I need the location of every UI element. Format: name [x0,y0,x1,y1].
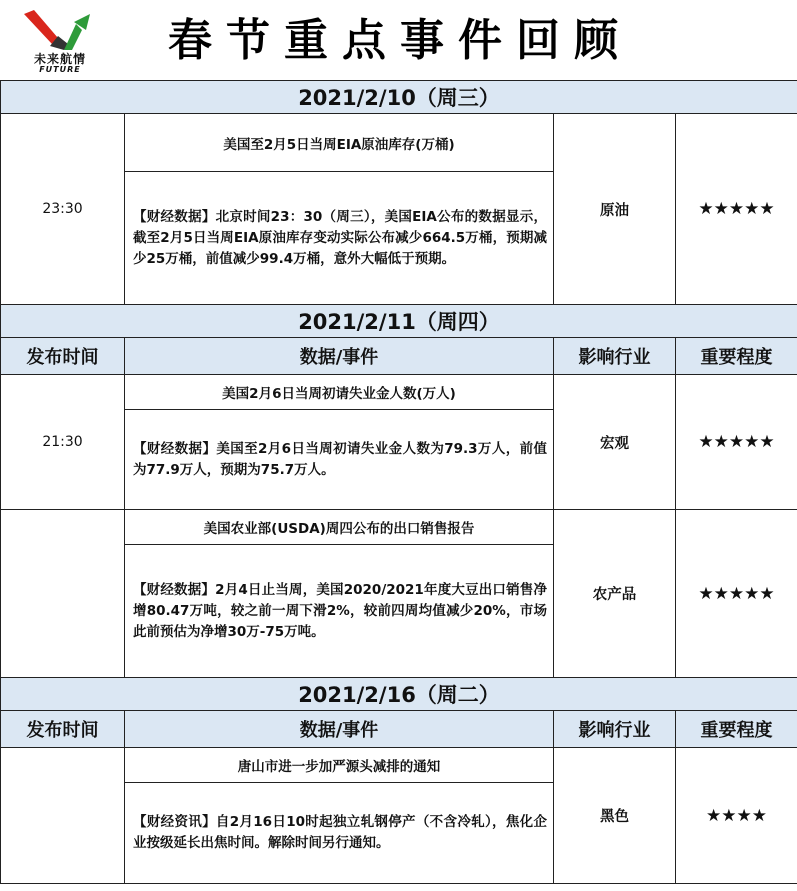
event-description: 【财经资讯】自2月16日10时起独立轧钢停产（不含冷轧），焦化企业按级延长出焦时间。解除时间另行通知。 [125,783,554,884]
event-industry: 农产品 [554,510,676,678]
logo-en-text: FUTURE [39,65,81,74]
page-title: 春节重点事件回顾 [168,15,632,66]
column-header-row [1,711,797,748]
column-header-time: 发布时间 [1,711,125,748]
event-description: 【财经数据】2月4日止当周，美国2020/2021年度大豆出口销售净增80.47万吨，较之前一周下滑2%，较前四周均值减少20%，市场此前预估为净增30万-75万吨。 [125,545,554,678]
event-description: 【财经数据】美国至2月6日当周初请失业金人数为79.3万人，前值为77.9万人，预期为75.7万人。 [125,410,554,510]
column-header-time: 发布时间 [1,338,125,375]
section-date: 2021/2/10（周三） [1,81,797,114]
column-header-industry: 影响行业 [554,338,676,375]
event-industry: 宏观 [554,375,676,510]
table-row [1,510,797,545]
event-description: 【财经数据】北京时间23：30（周三），美国EIA公布的数据显示，截至2月5日当周EIA原油库存变动实际公布减少664.5万桶，预期减少25万桶，前值减少99.4万桶，意外大幅低于预期。 [125,172,554,305]
event-time [1,748,125,884]
event-title: 美国至2月5日当周EIA原油库存(万桶) [125,114,554,172]
event-industry: 黑色 [554,748,676,884]
event-industry: 原油 [554,114,676,305]
importance-stars: ★★★★ [676,748,797,884]
events-table [0,80,797,884]
page-header [0,0,797,80]
section-date: 2021/2/11（周四） [1,305,797,338]
column-header-importance: 重要程度 [676,711,797,748]
company-logo [18,10,98,72]
logo-cn-text: 未来航情 [33,52,86,66]
column-header-importance: 重要程度 [676,338,797,375]
event-time: 21:30 [1,375,125,510]
event-title: 美国农业部(USDA)周四公布的出口销售报告 [125,510,554,545]
column-header-row [1,338,797,375]
section-date: 2021/2/16（周二） [1,678,797,711]
date-row [1,305,797,338]
column-header-industry: 影响行业 [554,711,676,748]
date-row [1,678,797,711]
logo-arrow-icon [24,10,94,50]
importance-stars: ★★★★★ [676,375,797,510]
event-time [1,510,125,678]
date-row [1,81,797,114]
column-header-event: 数据/事件 [125,711,554,748]
event-title: 美国2月6日当周初请失业金人数(万人) [125,375,554,410]
importance-stars: ★★★★★ [676,114,797,305]
table-row [1,114,797,172]
table-row [1,375,797,410]
column-header-event: 数据/事件 [125,338,554,375]
event-title: 唐山市进一步加严源头减排的通知 [125,748,554,783]
table-row [1,748,797,783]
event-time: 23:30 [1,114,125,305]
importance-stars: ★★★★★ [676,510,797,678]
